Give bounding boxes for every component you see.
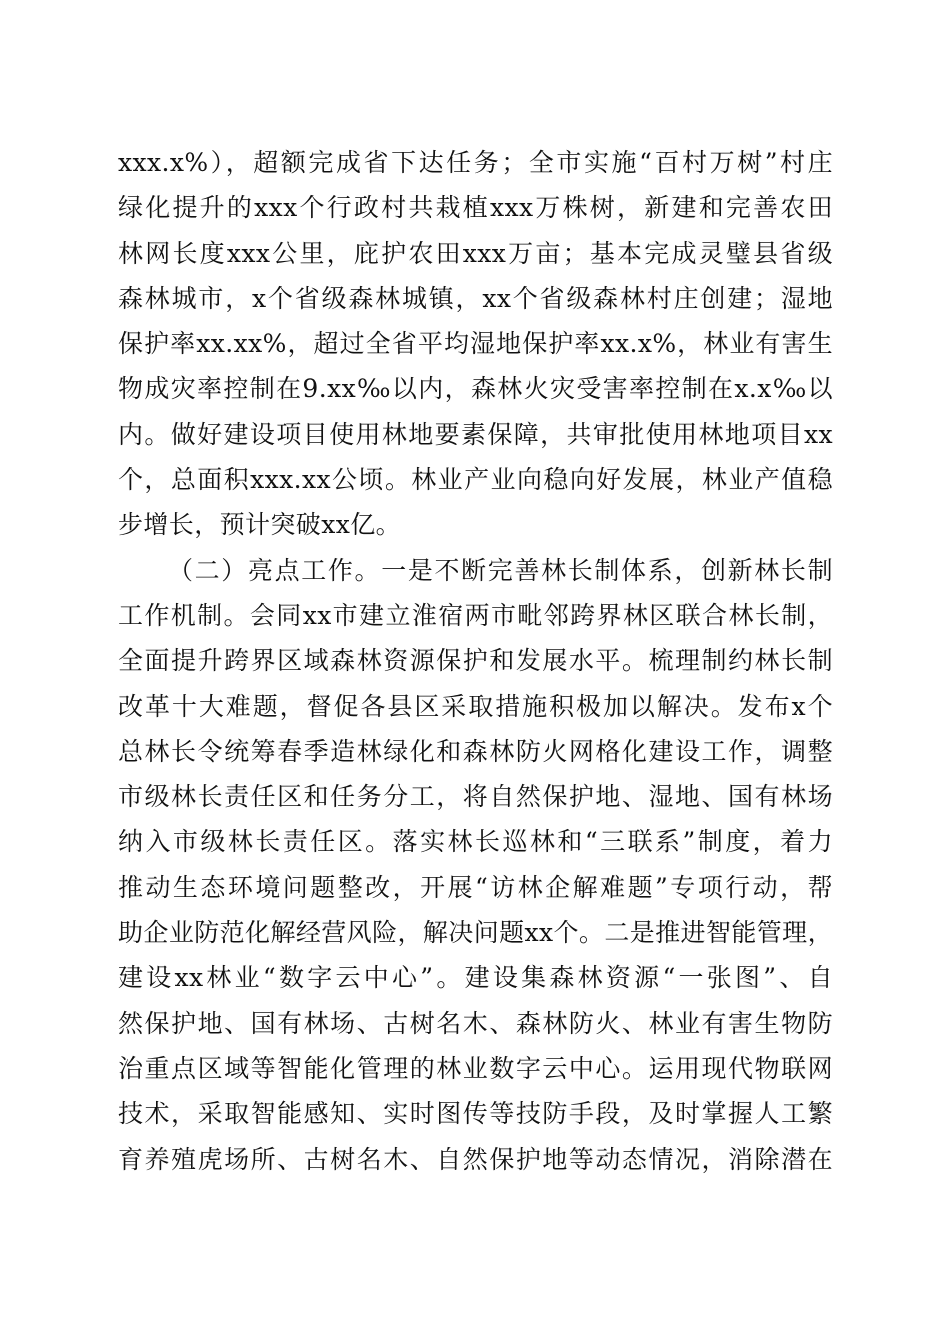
- text-line: 推动生态环境问题整改，开展“访林企解难题”专项行动，帮: [118, 872, 833, 902]
- text-line: 技术，采取智能感知、实时图传等技防手段，及时掌握人工繁: [118, 1099, 833, 1129]
- text-line: 育养殖虎场所、古树名木、自然保护地等动态情况，消除潜在: [118, 1144, 833, 1174]
- text-line: 助企业防范化解经营风险，解决问题xx个。二是推进智能管理，: [118, 918, 833, 948]
- text-line: 林网长度xxx公里，庇护农田xxx万亩；基本完成灵璧县省级: [118, 238, 833, 268]
- text-line: 个，总面积xxx.xx公顷。林业产业向稳向好发展，林业产值稳: [118, 465, 833, 495]
- text-line: 改革十大难题，督促各县区采取措施积极加以解决。发布x个: [118, 691, 833, 721]
- text-line: 然保护地、国有林场、古树名木、森林防火、林业有害生物防: [118, 1008, 833, 1038]
- text-line: 内。做好建设项目使用林地要素保障，共审批使用林地项目xx: [118, 419, 833, 449]
- section-heading-line: （二）亮点工作。一是不断完善林长制体系，创新林长制: [168, 555, 833, 585]
- text-line: 治重点区域等智能化管理的林业数字云中心。运用现代物联网: [118, 1053, 833, 1083]
- text-line: xxx.x%），超额完成省下达任务；全市实施“百村万树”村庄: [118, 148, 833, 177]
- text-line: 全面提升跨界区域森林资源保护和发展水平。梳理制约林长制: [118, 646, 833, 676]
- text-line: 保护率xx.xx%，超过全省平均湿地保护率xx.x%，林业有害生: [118, 329, 833, 359]
- document-body: [118, 140, 833, 1182]
- paragraph-last-line: 步增长，预计突破xx亿。: [118, 510, 401, 540]
- text-line: 工作机制。会同xx市建立淮宿两市毗邻跨界林区联合林长制，: [118, 600, 833, 630]
- text-line: 市级林长责任区和任务分工，将自然保护地、湿地、国有林场: [118, 782, 833, 812]
- text-line: 物成灾率控制在9.xx‰以内，森林火灾受害率控制在x.x‰以: [118, 374, 833, 404]
- text-line: 绿化提升的xxx个行政村共栽植xxx万株树，新建和完善农田: [118, 193, 833, 223]
- text-line: 建设xx林业“数字云中心”。建设集森林资源“一张图”、自: [118, 963, 833, 993]
- text-line: 总林长令统筹春季造林绿化和森林防火网格化建设工作，调整: [118, 736, 833, 766]
- text-line: 纳入市级林长责任区。落实林长巡林和“三联系”制度，着力: [118, 827, 833, 857]
- text-line: 森林城市，x个省级森林城镇，xx个省级森林村庄创建；湿地: [118, 283, 833, 313]
